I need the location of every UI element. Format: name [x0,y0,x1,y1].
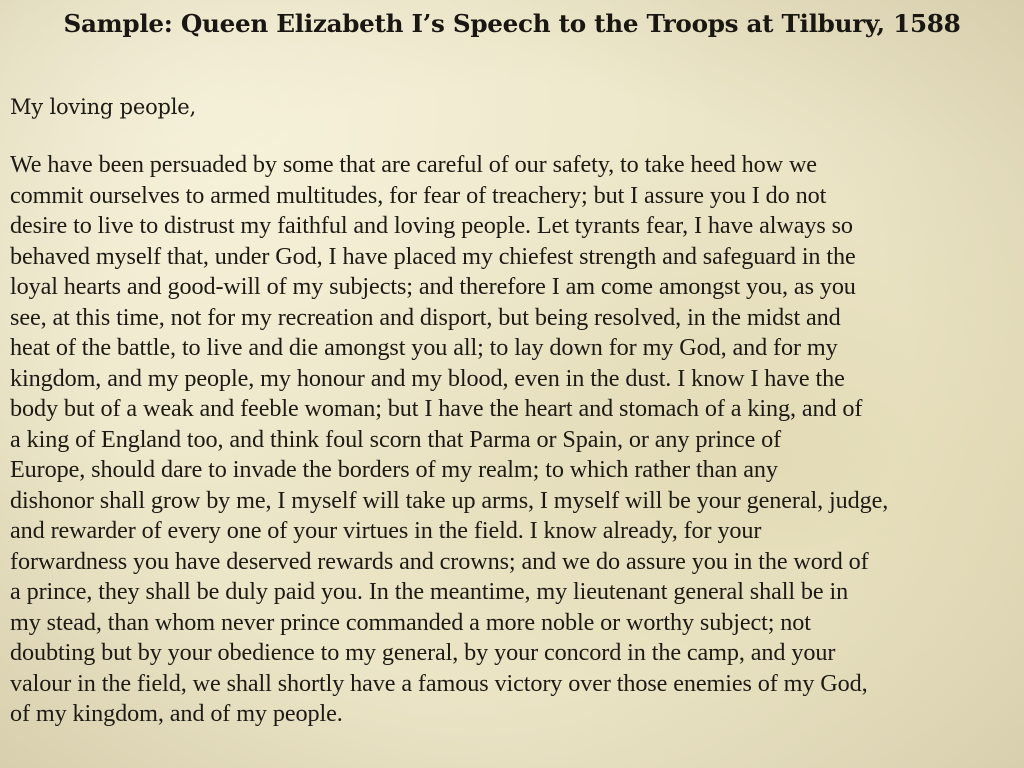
page-title: Sample: Queen Elizabeth I’s Speech to the Troops at Tilbury, 1588 [63,9,961,38]
speech-line: and rewarder of every one of your virtues in the field. I know already, for your [10,517,762,544]
speech-line: We have been persuaded by some that are careful of our safety, to take heed how we [10,151,817,178]
speech-line: doubting but by your obedience to my general, by your concord in the camp, and your [10,639,836,666]
speech-line: see, at this time, not for my recreation and disport, but being resolved, in the midst and [10,303,841,331]
speech-line: my stead, than whom never prince commanded a more noble or worthy subject; not [10,608,811,636]
speech-line: a prince, they shall be duly paid you. In the meantime, my lieutenant general shall be in [10,578,849,605]
speech-line: Europe, should dare to invade the borders of my realm; to which rather than any [10,456,778,483]
speech-line: behaved myself that, under God, I have placed my chiefest strength and safeguard in the [10,242,856,270]
speech-line: heat of the battle, to live and die amongst you all; to lay down for my God, and for my [10,334,838,361]
speech-line: desire to live to distrust my faithful and loving people. Let tyrants fear, I have always so [10,212,853,239]
speech-line: kingdom, and my people, my honour and my blood, even in the dust. I know I have the [10,364,845,392]
speech-line: loyal hearts and good-will of my subjects; and therefore I am come amongst you, as you [10,273,856,300]
speech-line: valour in the field, we shall shortly have a famous victory over those enemies of my God, [10,669,868,697]
speech-line: commit ourselves to armed multitudes, for fear of treachery; but I assure you I do not [10,181,827,209]
speech-line: a king of England too, and think foul scorn that Parma or Spain, or any prince of [10,425,782,453]
speech-line: forwardness you have deserved rewards and crowns; and we do assure you in the word of [10,547,869,575]
speech-body [10,150,1016,730]
speech-line: of my kingdom, and of my people. [10,700,343,727]
salutation: My loving people, [10,95,196,119]
speech-line: dishonor shall grow by me, I myself will take up arms, I myself will be your general, judge, [10,486,889,514]
speech-line: body but of a weak and feeble woman; but I have the heart and stomach of a king, and of [10,395,863,422]
